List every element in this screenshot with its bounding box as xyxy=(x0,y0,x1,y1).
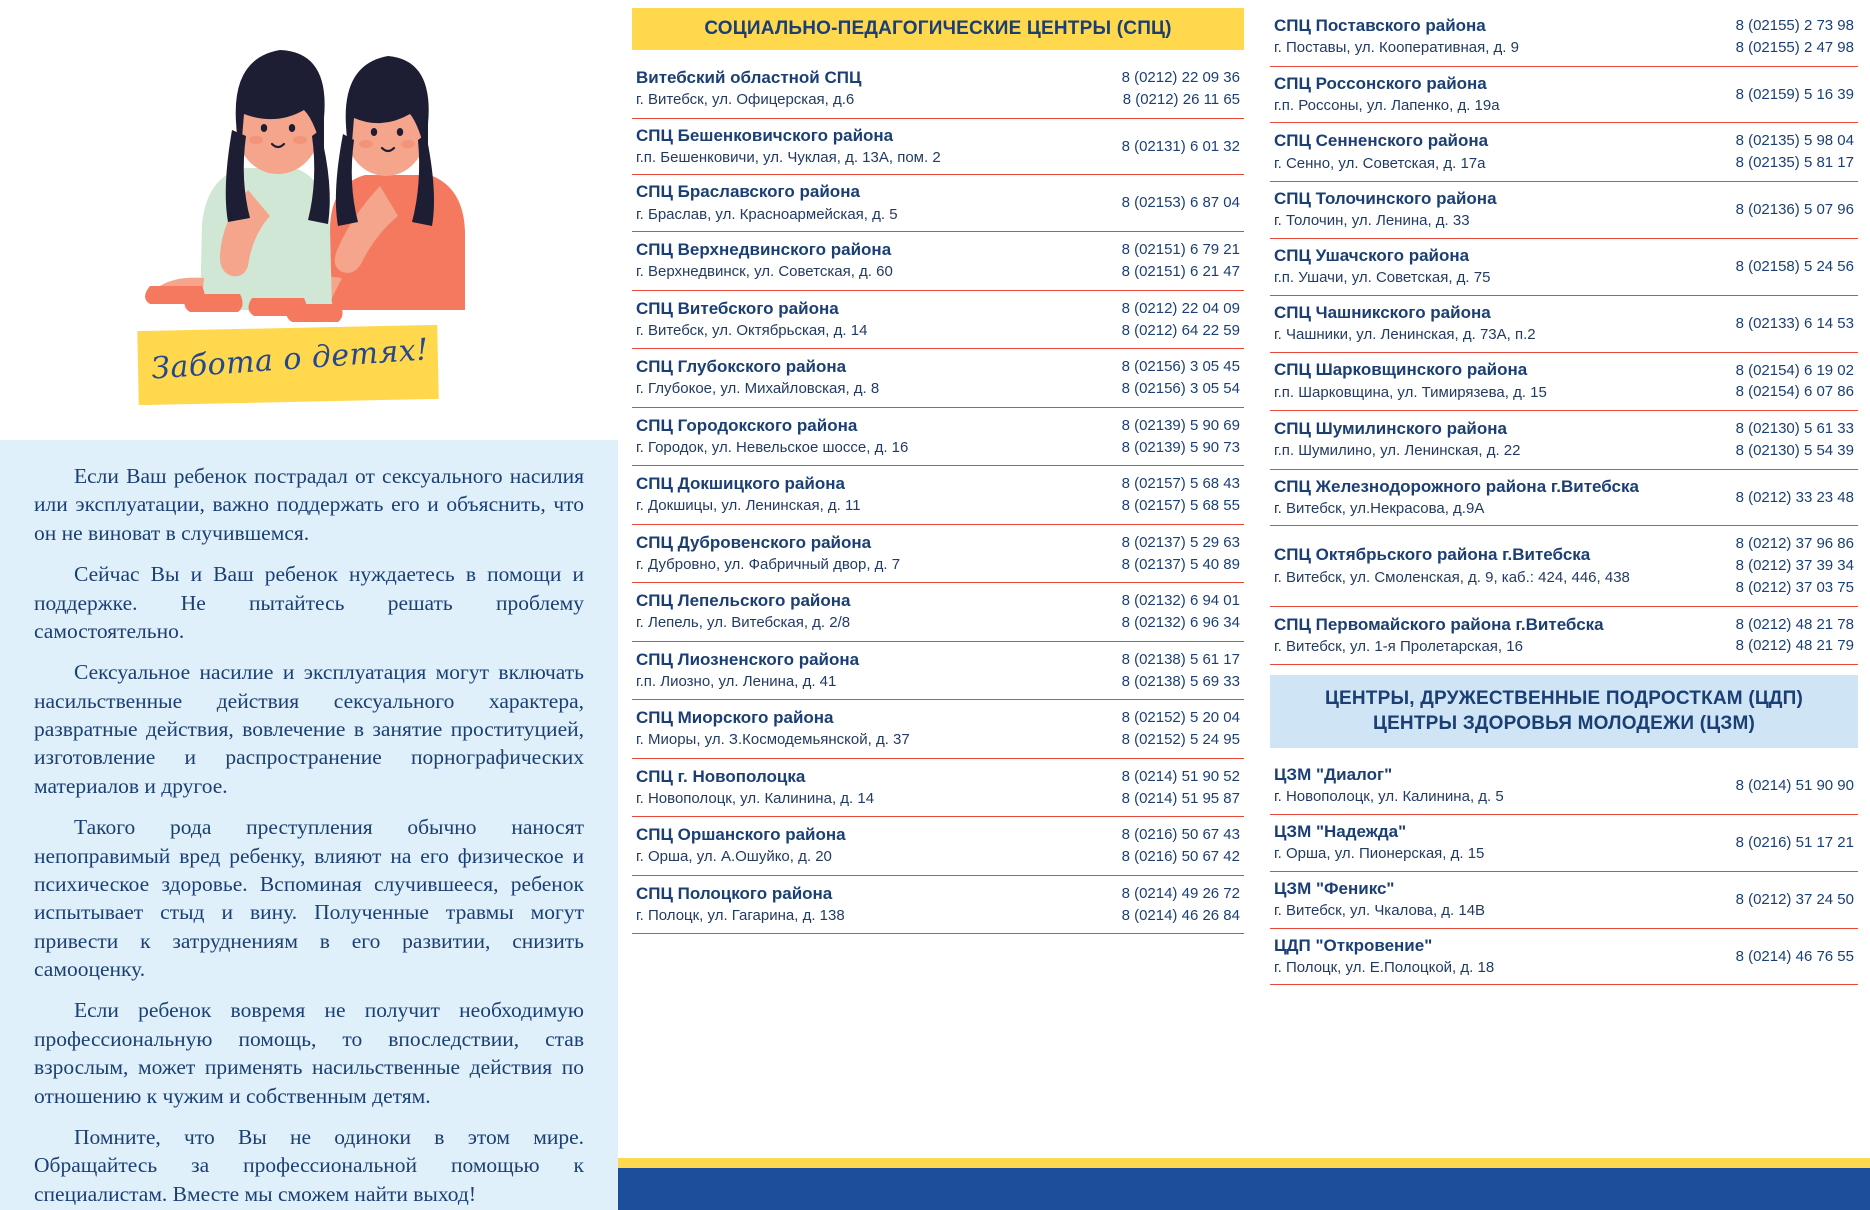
phone-number: 8 (0214) 46 76 55 xyxy=(1735,947,1854,965)
table-row xyxy=(1270,352,1858,411)
organization-name: СПЦ Лепельского района xyxy=(636,591,851,611)
phone-cell xyxy=(1064,175,1244,232)
table-row xyxy=(632,118,1244,175)
organization-address: г. Орша, ул. Пионерская, д. 15 xyxy=(1274,845,1485,863)
table-row xyxy=(1270,469,1858,526)
spc-info-cell xyxy=(632,583,1064,642)
spc-info-cell xyxy=(632,758,1064,817)
organization-name: СПЦ Шумилинского района xyxy=(1274,418,1507,438)
organization-name: СПЦ Глубокского района xyxy=(636,357,847,377)
table-row xyxy=(1270,295,1858,352)
spc-info-cell xyxy=(1270,411,1678,470)
spc-info-cell xyxy=(632,524,1064,583)
phone-number: 8 (0212) 26 11 65 xyxy=(1122,90,1240,108)
spc-info-cell xyxy=(1270,66,1678,123)
table-row xyxy=(632,817,1244,876)
intro-paragraph: Помните, что Вы не одиноки в этом мире. Обращайтесь за профессиональной помощью к специалистам. Вместе мы сможем найти выход! xyxy=(34,1124,584,1206)
spc-info-cell xyxy=(632,466,1064,525)
organization-address: г. Сенно, ул. Советская, д. 17а xyxy=(1274,154,1486,172)
spc-info-cell xyxy=(1270,352,1678,411)
spc-info-cell xyxy=(632,700,1064,759)
organization-name: СПЦ Бешенковичского района xyxy=(636,125,894,145)
phone-number: 8 (02137) 5 29 63 xyxy=(1121,533,1240,551)
phone-cell xyxy=(1678,928,1858,985)
table-row xyxy=(1270,123,1858,182)
organization-address: г. Новополоцк, ул. Калинина, д. 14 xyxy=(636,789,875,807)
phone-number: 8 (02154) 6 07 86 xyxy=(1735,383,1854,401)
table-row xyxy=(632,524,1244,583)
phone-cell xyxy=(1064,349,1244,408)
phone-number: 8 (0216) 50 67 43 xyxy=(1121,826,1240,844)
phone-number: 8 (02158) 5 24 56 xyxy=(1735,257,1854,275)
phone-number: 8 (02136) 5 07 96 xyxy=(1735,200,1854,218)
phone-number: 8 (0216) 50 67 42 xyxy=(1121,848,1240,866)
phone-number: 8 (02151) 6 21 47 xyxy=(1121,263,1240,281)
phone-cell xyxy=(1064,524,1244,583)
phone-cell xyxy=(1064,407,1244,466)
organization-address: г. Городок, ул. Невельское шоссе, д. 16 xyxy=(636,438,909,456)
spc-info-cell xyxy=(632,175,1064,232)
organization-name: ЦДП "Откровение" xyxy=(1274,935,1433,955)
organization-address: г. Поставы, ул. Кооперативная, д. 9 xyxy=(1274,39,1519,57)
organization-address: г.п. Ушачи, ул. Советская, д. 75 xyxy=(1274,269,1491,287)
phone-cell xyxy=(1678,606,1858,665)
phone-cell xyxy=(1064,60,1244,118)
phone-number: 8 (02135) 5 98 04 xyxy=(1735,132,1854,150)
spc-column xyxy=(618,0,1258,1210)
table-row xyxy=(632,60,1244,118)
phone-number: 8 (0216) 51 17 21 xyxy=(1735,833,1854,851)
organization-address: г. Миоры, ул. З.Космодемьянской, д. 37 xyxy=(636,731,910,749)
phone-number: 8 (02137) 5 40 89 xyxy=(1121,555,1240,573)
phone-cell xyxy=(1678,66,1858,123)
organization-name: СПЦ Городокского района xyxy=(636,415,858,435)
phone-cell xyxy=(1064,583,1244,642)
organization-name: ЦЗМ "Надежда" xyxy=(1274,821,1407,841)
phone-number: 8 (0212) 37 96 86 xyxy=(1735,535,1854,553)
spc-info-cell xyxy=(632,641,1064,700)
phone-cell xyxy=(1678,526,1858,606)
czm-info-cell xyxy=(1270,871,1678,928)
phone-number: 8 (0212) 33 23 48 xyxy=(1735,488,1854,506)
phone-cell xyxy=(1678,469,1858,526)
phone-number: 8 (0214) 51 95 87 xyxy=(1121,789,1240,807)
phone-number: 8 (02155) 2 73 98 xyxy=(1735,17,1854,34)
organization-address: г. Толочин, ул. Ленина, д. 33 xyxy=(1274,212,1470,230)
phone-number: 8 (02156) 3 05 45 xyxy=(1121,358,1240,376)
spc-table-continued xyxy=(1270,8,1858,665)
spc-info-cell xyxy=(632,875,1064,934)
organization-address: г. Витебск, ул. 1-я Пролетарская, 16 xyxy=(1274,637,1523,655)
organization-name: СПЦ Ушачского района xyxy=(1274,245,1470,265)
phone-cell xyxy=(1064,118,1244,175)
spc-table xyxy=(632,60,1244,934)
spc-info-cell xyxy=(1270,8,1678,66)
organization-name: СПЦ Дубровенского района xyxy=(636,532,872,552)
table-row xyxy=(1270,66,1858,123)
spc-info-cell xyxy=(1270,181,1678,238)
phone-number: 8 (0212) 48 21 78 xyxy=(1735,615,1854,633)
organization-address: г. Витебск, ул. Октябрьская, д. 14 xyxy=(636,321,868,339)
phone-number: 8 (02131) 6 01 32 xyxy=(1121,137,1240,155)
czm-table xyxy=(1270,758,1858,986)
intro-paragraph: Если ребенок вовремя не получит необходимую профессиональную помощь, то впоследствии, став взрослым, может применять насильственные действия по отношению к чужим и собственным детям. xyxy=(34,998,584,1108)
organization-address: г. Витебск, ул.Некрасова, д.9А xyxy=(1274,499,1485,517)
phone-number: 8 (0212) 37 03 75 xyxy=(1735,578,1854,596)
phone-cell xyxy=(1678,871,1858,928)
phone-number: 8 (02156) 3 05 54 xyxy=(1121,380,1240,398)
phone-number: 8 (0214) 51 90 90 xyxy=(1735,776,1854,794)
table-row xyxy=(1270,526,1858,606)
phone-cell xyxy=(1064,700,1244,759)
organization-name: СПЦ Первомайского района г.Витебска xyxy=(1274,614,1604,634)
two-girls-illustration xyxy=(80,10,500,340)
phone-cell xyxy=(1678,123,1858,182)
phone-number: 8 (02132) 6 96 34 xyxy=(1121,614,1240,632)
banner-text: Забота о детях! xyxy=(150,332,430,387)
organization-name: ЦЗМ "Феникс" xyxy=(1274,878,1395,898)
phone-number: 8 (02159) 5 16 39 xyxy=(1735,85,1854,103)
table-row xyxy=(1270,8,1858,66)
phone-cell xyxy=(1064,232,1244,291)
organization-name: СПЦ Лиозненского района xyxy=(636,649,860,669)
spc-continued-column xyxy=(1258,0,1870,1210)
organization-address: г.п. Лиозно, ул. Ленина, д. 41 xyxy=(636,672,837,690)
organization-address: г.п. Бешенковичи, ул. Чуклая, д. 13А, пом. 2 xyxy=(636,148,941,166)
table-row xyxy=(1270,928,1858,985)
phone-number: 8 (02154) 6 19 02 xyxy=(1735,361,1854,379)
phone-cell xyxy=(1064,641,1244,700)
phone-number: 8 (0214) 46 26 84 xyxy=(1121,906,1240,924)
phone-cell xyxy=(1064,817,1244,876)
intro-paragraph: Сексуальное насилие и эксплуатация могут включать насильственные действия сексуального характера, развратные действия, вовлечение в занятие проституцией, изготовление и распространение порнографических материалов и другое. xyxy=(34,660,584,798)
organization-name: СПЦ Сенненского района xyxy=(1274,131,1489,151)
czm-info-cell xyxy=(1270,814,1678,871)
cdp-header-line1: ЦЕНТРЫ, ДРУЖЕСТВЕННЫЕ ПОДРОСТКАМ (ЦДП) xyxy=(1324,688,1804,710)
spc-info-cell xyxy=(632,349,1064,408)
czm-info-cell xyxy=(1270,758,1678,814)
organization-name: СПЦ Браславского района xyxy=(636,182,860,202)
spc-info-cell xyxy=(632,407,1064,466)
organization-name: Витебский областной СПЦ xyxy=(636,67,862,87)
organization-name: СПЦ Докшицкого района xyxy=(636,474,845,494)
phone-number: 8 (02153) 6 87 04 xyxy=(1121,194,1240,212)
spc-info-cell xyxy=(1270,295,1678,352)
organization-address: г. Чашники, ул. Ленинская, д. 73А, п.2 xyxy=(1274,326,1536,344)
phone-number: 8 (02135) 5 81 17 xyxy=(1735,154,1854,172)
organization-address: г. Дубровно, ул. Фабричный двор, д. 7 xyxy=(636,555,901,573)
phone-number: 8 (0212) 37 39 34 xyxy=(1735,557,1854,575)
table-row xyxy=(1270,238,1858,295)
phone-number: 8 (02139) 5 90 73 xyxy=(1121,438,1240,456)
table-row xyxy=(632,875,1244,934)
organization-address: г. Орша, ул. А.Ошуйко, д. 20 xyxy=(636,848,832,866)
table-row xyxy=(632,232,1244,291)
phone-number: 8 (0212) 22 04 09 xyxy=(1121,299,1240,317)
table-row xyxy=(1270,606,1858,665)
phone-cell xyxy=(1678,411,1858,470)
phone-number: 8 (02138) 5 61 17 xyxy=(1121,650,1240,668)
organization-address: г. Витебск, ул. Офицерская, д.6 xyxy=(636,91,855,109)
table-row xyxy=(632,175,1244,232)
organization-name: СПЦ Толочинского района xyxy=(1274,188,1497,208)
spc-info-cell xyxy=(632,290,1064,349)
intro-paragraph: Такого рода преступления обычно наносят непоправимый вред ребенку, влияют на его физическое и психическое здоровье. Вспоминая случившееся, ребенок испытывает стыд и вину. Полученные травмы могут привести к затруднениям в его развитии, снизить самооценку. xyxy=(34,815,584,981)
phone-number: 8 (0214) 49 26 72 xyxy=(1121,884,1240,902)
spc-info-cell xyxy=(1270,526,1678,606)
intro-paragraph: Если Ваш ребенок пострадал от сексуального насилия или эксплуатации, важно поддержать его и объяснить, что он не виноват в случившемся. xyxy=(34,464,584,545)
phone-number: 8 (02130) 5 54 39 xyxy=(1735,441,1854,459)
organization-address: г. Полоцк, ул. Гагарина, д. 138 xyxy=(636,906,845,924)
phone-number: 8 (02139) 5 90 69 xyxy=(1121,416,1240,434)
phone-cell xyxy=(1678,758,1858,814)
organization-address: г. Браслав, ул. Красноармейская, д. 5 xyxy=(636,205,898,223)
phone-number: 8 (02132) 6 94 01 xyxy=(1121,592,1240,610)
spc-info-cell xyxy=(1270,469,1678,526)
phone-number: 8 (0212) 48 21 79 xyxy=(1735,637,1854,655)
organization-name: СПЦ Оршанского района xyxy=(636,825,846,845)
organization-address: г. Верхнедвинск, ул. Советская, д. 60 xyxy=(636,263,893,281)
phone-number: 8 (02157) 5 68 43 xyxy=(1121,475,1240,493)
table-row xyxy=(632,641,1244,700)
bottom-blue-bar xyxy=(618,1168,1870,1210)
phone-number: 8 (02130) 5 61 33 xyxy=(1735,420,1854,438)
spc-info-cell xyxy=(1270,606,1678,665)
phone-cell xyxy=(1064,875,1244,934)
phone-cell xyxy=(1064,466,1244,525)
table-row xyxy=(1270,758,1858,814)
organization-name: СПЦ Поставского района xyxy=(1274,15,1486,35)
spc-info-cell xyxy=(1270,238,1678,295)
phone-number: 8 (02157) 5 68 55 xyxy=(1121,497,1240,515)
organization-address: г. Докшицы, ул. Ленинская, д. 11 xyxy=(636,497,861,515)
phone-number: 8 (02155) 2 47 98 xyxy=(1735,38,1854,56)
organization-address: г. Глубокое, ул. Михайловская, д. 8 xyxy=(636,380,880,398)
organization-name: СПЦ Полоцкого района xyxy=(636,883,833,903)
organization-name: СПЦ Шарковщинского района xyxy=(1274,360,1528,380)
cdp-czm-section-header xyxy=(1270,675,1858,748)
phone-number: 8 (0212) 64 22 59 xyxy=(1121,321,1240,339)
table-row xyxy=(632,583,1244,642)
phone-cell xyxy=(1678,814,1858,871)
phone-cell xyxy=(1678,181,1858,238)
spc-info-cell xyxy=(632,232,1064,291)
phone-number: 8 (02133) 6 14 53 xyxy=(1735,314,1854,332)
table-row xyxy=(1270,181,1858,238)
phone-cell xyxy=(1678,238,1858,295)
organization-name: СПЦ Витебского района xyxy=(636,298,839,318)
phone-cell xyxy=(1678,8,1858,66)
organization-name: СПЦ Миорского района xyxy=(636,708,834,728)
table-row xyxy=(1270,814,1858,871)
phone-cell xyxy=(1678,352,1858,411)
table-row xyxy=(632,290,1244,349)
table-row xyxy=(632,349,1244,408)
spc-info-cell xyxy=(632,118,1064,175)
spc-section-header: СОЦИАЛЬНО-ПЕДАГОГИЧЕСКИЕ ЦЕНТРЫ (СПЦ) xyxy=(632,8,1244,50)
czm-info-cell xyxy=(1270,928,1678,985)
organization-address: г.п. Шумилино, ул. Ленинская, д. 22 xyxy=(1274,442,1521,460)
organization-address: г. Новополоцк, ул. Калинина, д. 5 xyxy=(1274,788,1504,806)
illustration-area xyxy=(0,0,618,440)
intro-paragraph: Сейчас Вы и Ваш ребенок нуждаетесь в помощи и поддержке. Не пытайтесь решать проблему самостоятельно. xyxy=(34,562,584,643)
phone-cell xyxy=(1064,290,1244,349)
organization-address: г.п. Россоны, ул. Лапенко, д. 19а xyxy=(1274,96,1500,114)
intro-text-panel xyxy=(0,440,618,1210)
organization-address: г.п. Шарковщина, ул. Тимирязева, д. 15 xyxy=(1274,383,1547,401)
organization-name: СПЦ Октябрьского района г.Витебска xyxy=(1274,545,1591,565)
spc-info-cell xyxy=(1270,123,1678,182)
organization-name: СПЦ г. Новополоцка xyxy=(636,766,806,786)
phone-number: 8 (0214) 51 90 52 xyxy=(1121,767,1240,785)
phone-number: 8 (02151) 6 79 21 xyxy=(1121,241,1240,259)
organization-name: СПЦ Россонского района xyxy=(1274,73,1487,93)
table-row xyxy=(632,407,1244,466)
phone-cell xyxy=(1678,295,1858,352)
spc-info-cell xyxy=(632,60,1064,118)
organization-name: СПЦ Чашникского района xyxy=(1274,302,1491,322)
czm-header-line2: ЦЕНТРЫ ЗДОРОВЬЯ МОЛОДЕЖИ (ЦЗМ) xyxy=(1372,712,1755,734)
organization-name: СПЦ Железнодорожного района г.Витебска xyxy=(1274,476,1639,496)
table-row xyxy=(632,466,1244,525)
phone-number: 8 (02152) 5 24 95 xyxy=(1121,731,1240,749)
phone-number: 8 (02138) 5 69 33 xyxy=(1121,672,1240,690)
phone-number: 8 (02152) 5 20 04 xyxy=(1121,709,1240,727)
phone-number: 8 (0212) 37 24 50 xyxy=(1735,890,1854,908)
organization-address: г. Полоцк, ул. Е.Полоцкой, д. 18 xyxy=(1274,958,1495,976)
table-row xyxy=(632,758,1244,817)
organization-name: ЦЗМ "Диалог" xyxy=(1274,764,1393,784)
phone-cell xyxy=(1064,758,1244,817)
table-row xyxy=(1270,871,1858,928)
spc-info-cell xyxy=(632,817,1064,876)
table-row xyxy=(632,700,1244,759)
organization-address: г. Витебск, ул. Чкалова, д. 14В xyxy=(1274,902,1486,919)
phone-number: 8 (0212) 22 09 36 xyxy=(1121,69,1240,86)
organization-name: СПЦ Верхнедвинского района xyxy=(636,240,892,260)
organization-address: г. Витебск, ул. Смоленская, д. 9, каб.: 424, 446, 438 xyxy=(1274,568,1630,586)
left-column xyxy=(0,0,618,1210)
table-row xyxy=(1270,411,1858,470)
organization-address: г. Лепель, ул. Витебская, д. 2/8 xyxy=(636,614,851,632)
